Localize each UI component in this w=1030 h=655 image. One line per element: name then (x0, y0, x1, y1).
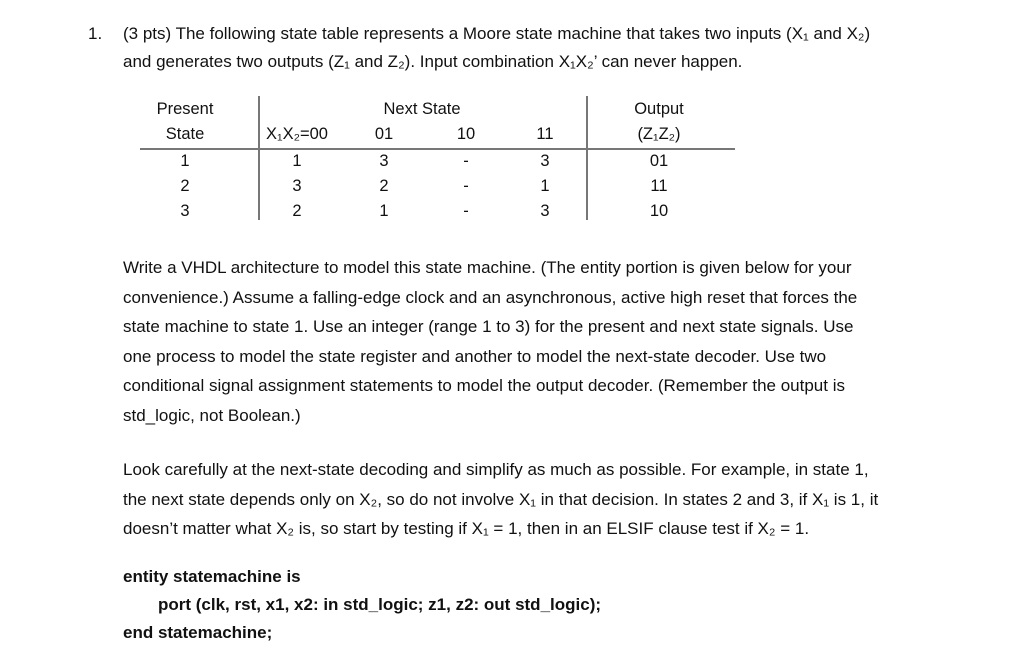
row-3-state: 3 (180, 202, 190, 220)
row-1-next-11: 3 (540, 152, 550, 170)
hint-line: doesn’t matter what X₂ is, so start by testing if X₁ = 1, then in an ELSIF clause test if X₂ = 1. (123, 519, 810, 538)
instructions-paragraph (123, 253, 983, 430)
instructions-line: Write a VHDL architecture to model this state machine. (The entity portion is given below for your (123, 258, 852, 277)
row-1-next-10: - (463, 152, 469, 170)
header-rule (140, 148, 735, 150)
code-line-entity: entity statemachine is (123, 567, 301, 586)
question-line-1: (3 pts) The following state table represents a Moore state machine that takes two inputs (X₁ and X₂) (123, 24, 871, 43)
divider-right (586, 96, 588, 220)
code-line-end: end statemachine; (123, 623, 273, 642)
row-2-next-01: 2 (379, 177, 389, 195)
instructions-line: std_logic, not Boolean.) (123, 405, 301, 425)
row-3-next-00: 2 (292, 202, 302, 220)
row-3-next-11: 3 (540, 202, 550, 220)
col-header-11: 11 (536, 125, 554, 143)
header-next-state: Next State (383, 100, 461, 118)
instructions-line: one process to model the state register and another to model the next-state decoder. Use two (123, 346, 827, 366)
hint-line: the next state depends only on X₂, so do not involve X₁ in that decision. In states 2 and 3, if X₁ is 1, it (123, 489, 879, 509)
row-2-next-11: 1 (540, 177, 550, 195)
row-2-output: 11 (650, 177, 668, 195)
row-3-output: 10 (649, 202, 669, 220)
row-3-next-01: 1 (379, 202, 389, 220)
row-1-output: 01 (649, 152, 669, 170)
entity-code-block (123, 563, 601, 647)
question-number: 1. (88, 24, 103, 43)
col-header-10: 10 (456, 125, 476, 143)
header-present: Present (156, 100, 214, 118)
state-table (0, 0, 1030, 240)
row-1-state: 1 (180, 152, 190, 170)
question-line-2: and generates two outputs (Z₁ and Z₂). Input combination X₁X₂’ can never happen. (123, 52, 743, 71)
header-state: State (165, 125, 205, 143)
instructions-line: conditional signal assignment statements to model the output decoder. (Remember the output is (123, 376, 845, 395)
row-1-next-01: 3 (379, 152, 389, 170)
col-header-00: X₁X₂=00 (266, 125, 328, 143)
instructions-line: convenience.) Assume a falling-edge clock and an asynchronous, active high reset that forces the (123, 287, 858, 307)
row-2-state: 2 (180, 177, 190, 195)
hint-line: Look carefully at the next-state decoding and simplify as much as possible. For example, in state 1, (123, 460, 869, 479)
row-2-next-00: 3 (292, 177, 302, 195)
code-line-port: port (clk, rst, x1, x2: in std_logic; z1, z2: out std_logic); (158, 595, 602, 614)
instructions-line: state machine to state 1. Use an integer (range 1 to 3) for the present and next state signals. Use (123, 317, 854, 336)
row-3-next-10: - (463, 202, 469, 220)
row-2-next-10: - (463, 177, 469, 195)
hint-paragraph (123, 455, 983, 544)
col-header-01: 01 (374, 125, 394, 143)
row-1-next-00: 1 (292, 152, 302, 170)
divider-left (258, 96, 260, 220)
header-output-vars: (Z₁Z₂) (637, 125, 681, 143)
header-output: Output (634, 100, 684, 118)
